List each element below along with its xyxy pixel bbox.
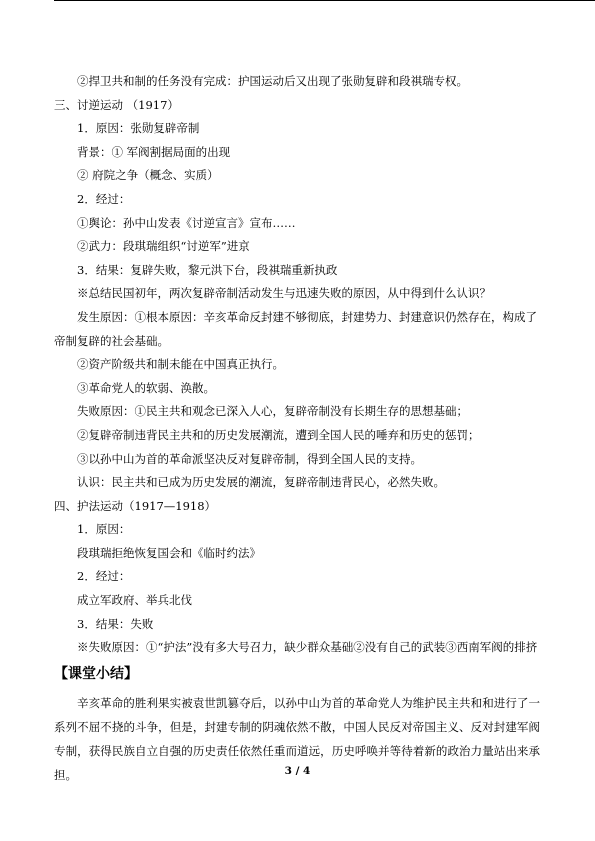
text-line: ③以孙中山为首的革命派坚决反对复辟帝制，得到全国人民的支持。 (77, 451, 422, 466)
summary-title: 【课堂小结】 (54, 665, 138, 682)
text-line: 2．经过： (77, 191, 131, 206)
text-line: ②捍卫共和制的任务没有完成：护国运动后又出现了张勋复辟和段祺瑞专权。 (77, 74, 468, 88)
text-line: ①舆论：孙中山发表《讨逆宣言》宣布…… (77, 215, 296, 230)
text-paragraph: ※失败原因：①“护法”没有多大号召力，缺少群众基础②没有自己的武装③西南军阀的排挤 (77, 640, 538, 655)
text-line: 1．原因：张勋复辟帝制 (77, 121, 200, 136)
text-line: 失败原因：①民主共和观念已深入人心，复辟帝制没有长期生存的思想基础； (77, 404, 468, 419)
text-line: 背景：① 军阀割据局面的出现 (77, 144, 231, 159)
text-line: ②武力：段琪瑞组织“讨逆军”进京 (77, 239, 250, 254)
text-line: 3．结果：失败 (77, 616, 154, 631)
text-line: ②复辟帝制违背民主共和的历史发展潮流，遭到全国人民的唾弃和历史的惩罚； (77, 427, 480, 442)
page-number: 3 / 4 (284, 765, 311, 777)
text-line: ③革命党人的软弱、涣散。 (77, 380, 215, 395)
document-page (54, 70, 540, 788)
text-line: 2．经过： (77, 569, 131, 584)
summary-paragraph: 辛亥革命的胜利果实被袁世凯篡夺后，以孙中山为首的革命党人为维护民主共和和进行了一系列不屈不挠的斗争，但是，封建专制的阴魂依然不散，中国人民反对帝国主义、反对封建军阀专制，获得民族自立自强的历史责任依然任重而道远，历史呼唤并等待着新的政治力量站出来承担。 (54, 695, 540, 783)
header-rule (54, 0, 595, 1)
section-heading: 三、讨逆运动 （1917） (54, 97, 179, 112)
text-line: 1．原因： (77, 522, 131, 537)
text-paragraph: 发生原因：①根本原因：辛亥革命反封建不够彻底，封建势力、封建意识仍然存在，构成了帝制复辟的社会基础。 (54, 309, 537, 348)
text-line: 3．结果：复辟失败，黎元洪下台，段祺瑞重新执政 (77, 262, 338, 277)
text-line: ②资产阶级共和制未能在中国真正执行。 (77, 357, 284, 372)
text-line: 段琪瑞拒绝恢复国会和《临时约法》 (77, 545, 261, 560)
text-line: 认识：民主共和已成为历史发展的潮流，复辟帝制违背民心，必然失败。 (77, 475, 445, 490)
section-heading: 四、护法运动（1917—1918） (54, 498, 217, 513)
text-line: 成立军政府、举兵北伐 (77, 593, 192, 608)
text-line: ② 府院之争（概念、实质） (77, 168, 219, 183)
text-line: ※总结民国初年，两次复辟帝制活动发生与迅速失败的原因，从中得到什么认识？ (77, 286, 491, 301)
